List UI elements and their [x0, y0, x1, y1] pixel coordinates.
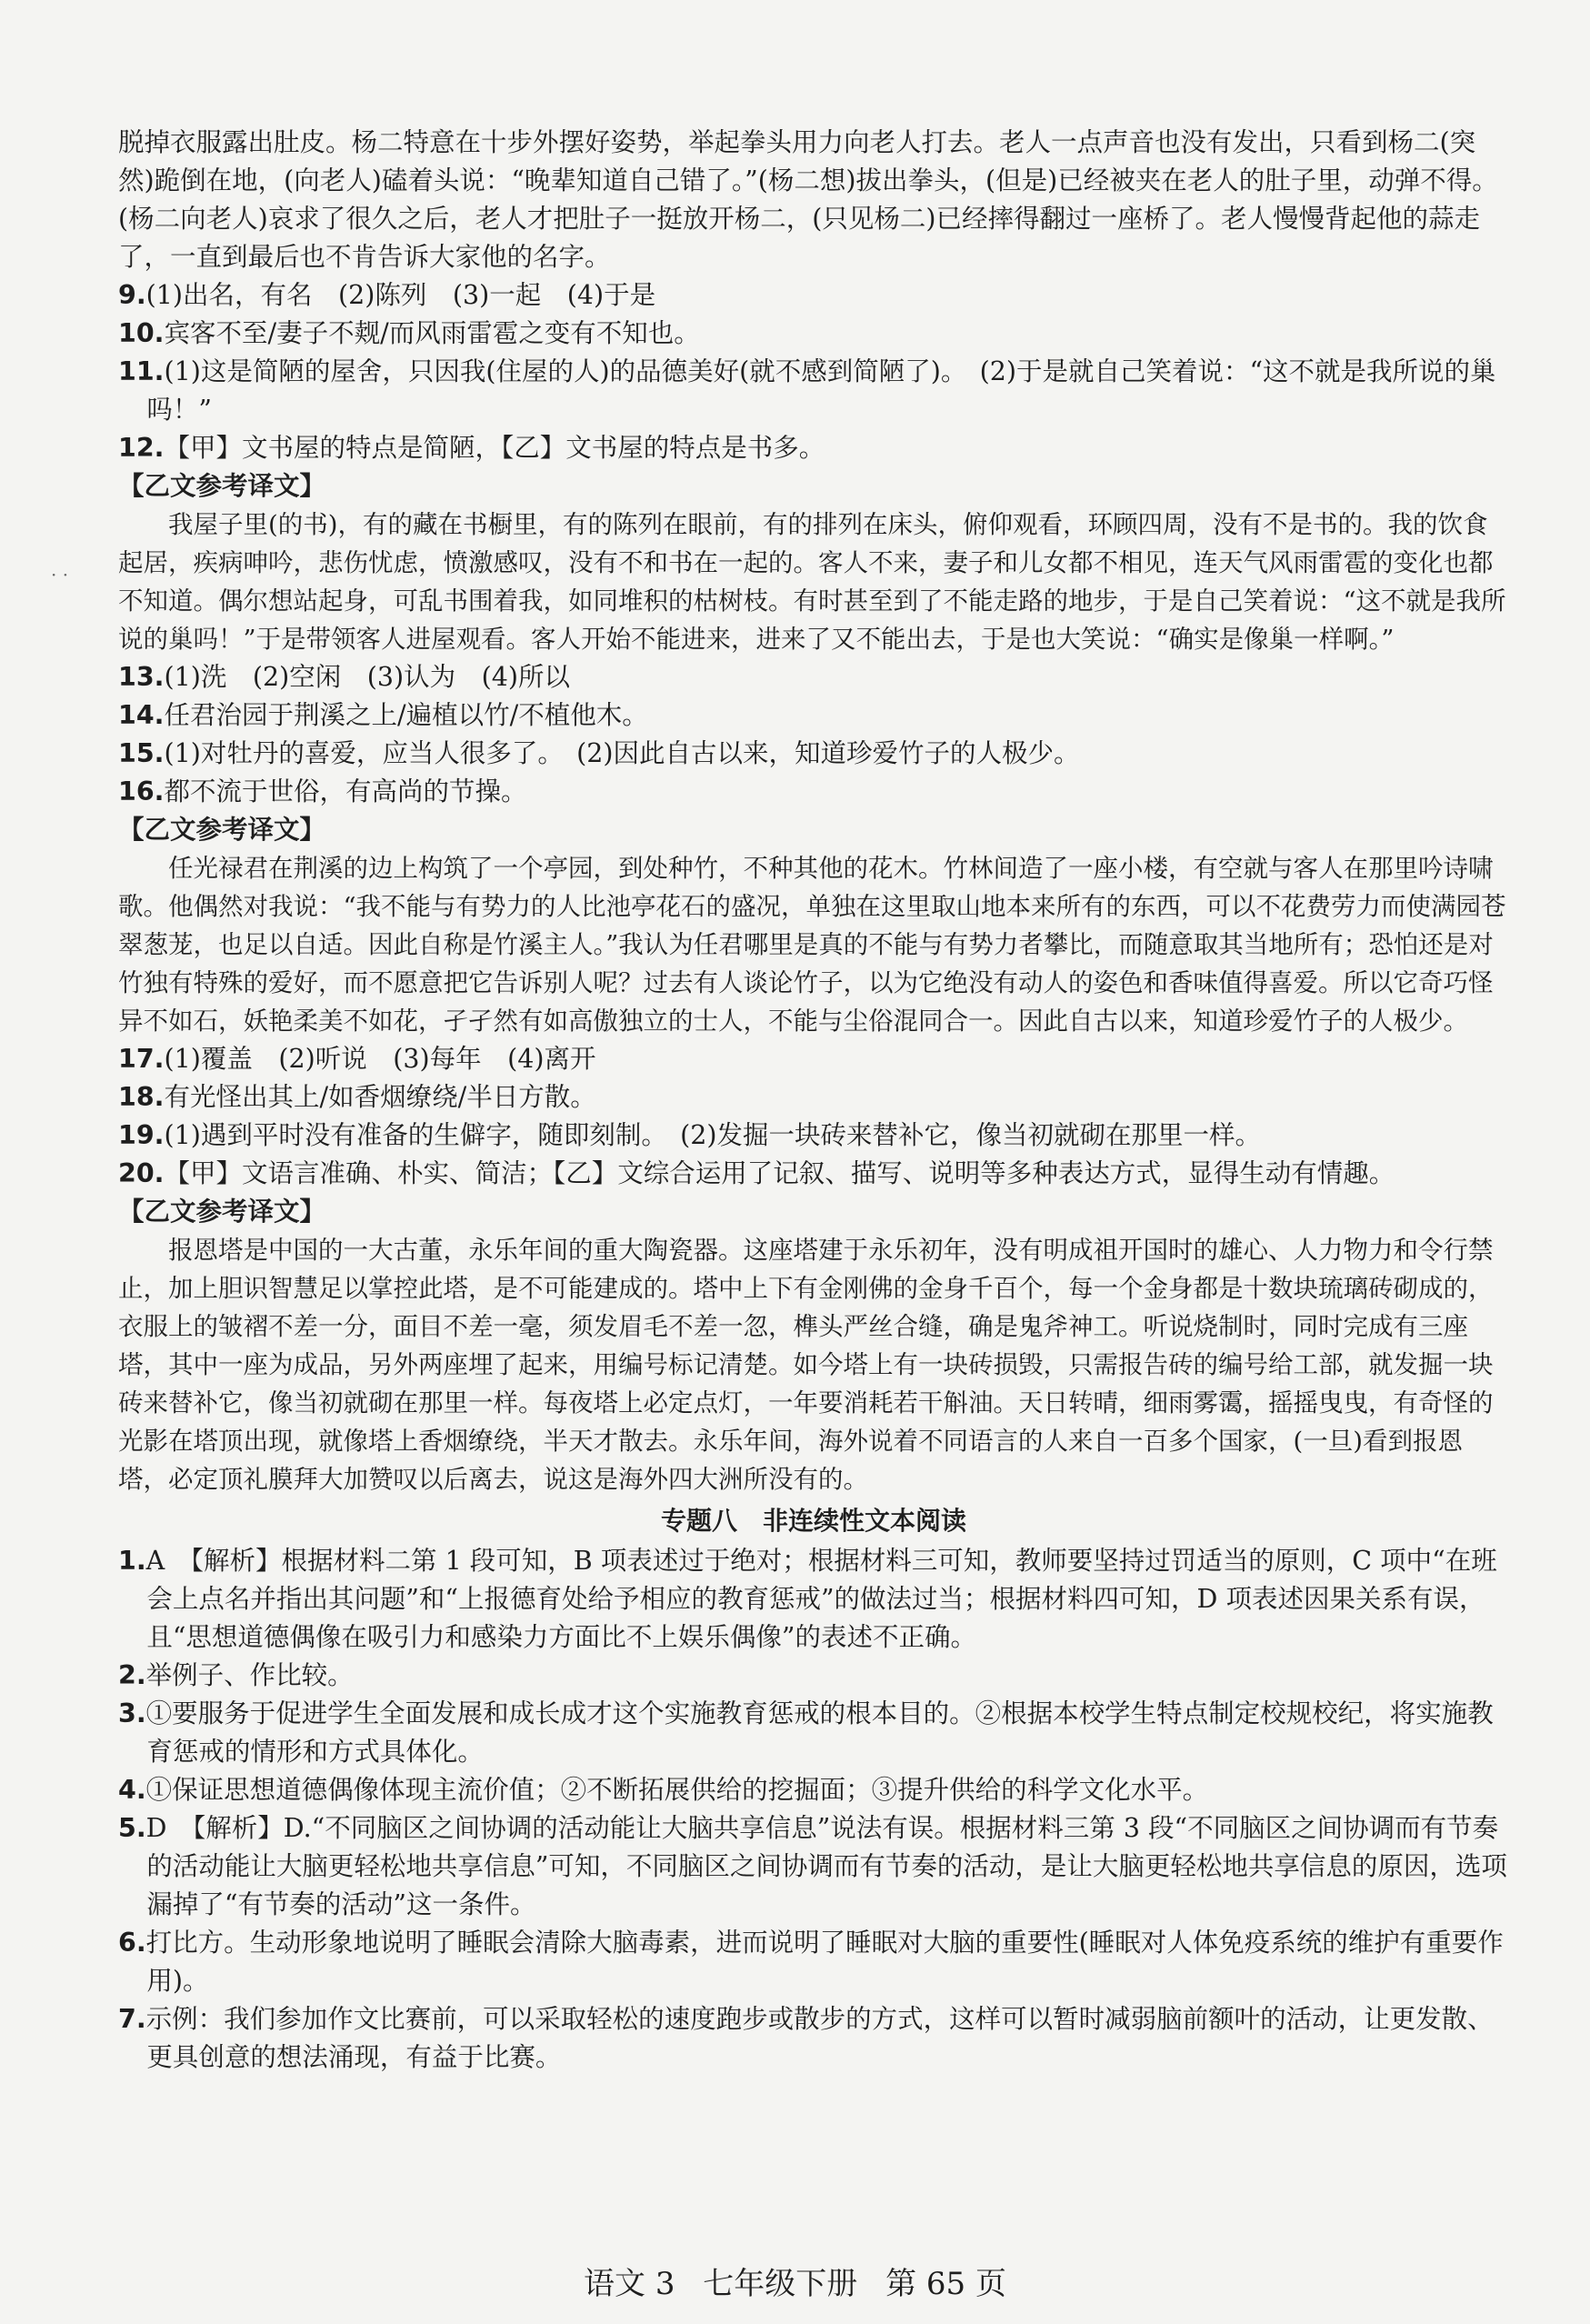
- answer-10: [118, 315, 1509, 353]
- answer-14: [118, 696, 1509, 735]
- answer-17: [118, 1040, 1509, 1078]
- answer-text: ①保证思想道德偶像体现主流价值；②不断拓展供给的挖掘面；③提升供给的科学文化水平。: [145, 1775, 1209, 1805]
- answer-number: 3.: [118, 1698, 146, 1728]
- answer-number: 12.: [118, 433, 165, 463]
- intro-paragraph: 脱掉衣服露出肚皮。杨二特意在十步外摆好姿势，举起拳头用力向老人打去。老人一点声音也没有发出，只看到杨二(突然)跪倒在地，(向老人)磕着头说：“晚辈知道自己错了。”(杨二想)拔出拳头，(但是)已经被夹在老人的肚子里，动弹不得。(杨二向老人)哀求了很久之后，老人才把肚子一挺放开杨二，(只见杨二)已经摔得翻过一座桥了。老人慢慢背起他的蒜走了，一直到最后也不肯告诉大家他的名字。: [118, 127, 1498, 272]
- answer-number: 9.: [118, 280, 146, 310]
- answer-number: 11.: [118, 356, 165, 386]
- answer-text: 宾客不至/妻子不觌/而风雨雷雹之变有不知也。: [164, 318, 700, 348]
- translation-text-3: 报恩塔是中国的一大古董，永乐年间的重大陶瓷器。这座塔建于永乐初年，没有明成祖开国时的雄心、人力物力和令行禁止，加上胆识智慧足以掌控此塔，是不可能建成的。塔中上下有金刚佛的金身千百个，每一个金身都是十数块琉璃砖砌成的，衣服上的皱褶不差一分，面目不差一毫，须发眉毛不差一忽，榫头严丝合缝，确是鬼斧神工。听说烧制时，同时完成有三座塔，其中一座为成品，另外两座埋了起来，用编号标记清楚。如今塔上有一块砖损毁，只需报告砖的编号给工部，就发掘一块砖来替补它，像当初就砌在那里一样。每夜塔上必定点灯，一年要消耗若干斛油。天日转晴，细雨雾霭，摇摇曳曳，有奇怪的光影在塔顶出现，就像塔上香烟缭绕，半天才散去。永乐年间，海外说着不同语言的人来自一百多个国家，(一旦)看到报恩塔，必定顶礼膜拜大加赞叹以后离去，说这是海外四大洲所没有的。: [118, 1236, 1494, 1494]
- answer-text: 任君治园于荆溪之上/遍植以竹/不植他木。: [164, 700, 648, 730]
- answer-text: (1)洗 (2)空闲 (3)认为 (4)所以: [164, 662, 570, 692]
- section-answer-6: [118, 1924, 1509, 2000]
- answer-13: [118, 658, 1509, 696]
- answer-number: 13.: [118, 662, 165, 692]
- page-footer: [0, 2259, 1590, 2303]
- answer-15: [118, 735, 1509, 773]
- translation-text-2: 任光禄君在荆溪的边上构筑了一个亭园，到处种竹，不种其他的花木。竹林间造了一座小楼，有空就与客人在那里吟诗啸歌。他偶然对我说：“我不能与有势力的人比池亭花石的盛况，单独在这里取山地本来所有的东西，可以不花费劳力而使满园苍翠葱茏，也足以自适。因此自称是竹溪主人。”我认为任君哪里是真的不能与有势力者攀比，而随意取其当地所有；恐怕还是对竹独有特殊的爱好，而不愿意把它告诉别人呢？过去有人谈论竹子，以为它绝没有动人的姿色和香味值得喜爱。所以它奇巧怪异不如石，妖艳柔美不如花，孑孑然有如高傲独立的士人，不能与尘俗混同合一。因此自古以来，知道珍爱竹子的人极少。: [118, 854, 1506, 1036]
- answer-9: [118, 276, 1509, 315]
- section-answer-5: [118, 1809, 1509, 1924]
- translation-label-1: 【乙文参考译文】: [118, 471, 326, 501]
- footer-page-number: 第 65 页: [885, 2266, 1006, 2302]
- answer-text: 【甲】文书屋的特点是简陋，【乙】文书屋的特点是书多。: [164, 433, 825, 463]
- answer-number: 4.: [118, 1775, 146, 1805]
- answer-12: [118, 429, 1509, 467]
- answer-19: [118, 1117, 1509, 1155]
- answer-18: [118, 1078, 1509, 1117]
- answer-text: 都不流于世俗，有高尚的节操。: [164, 776, 527, 806]
- answer-number: 15.: [118, 738, 165, 768]
- answer-number: 7.: [118, 2004, 146, 2034]
- answer-text: 有光怪出其上/如香烟缭绕/半日方散。: [164, 1082, 596, 1112]
- answer-content: [118, 124, 1509, 2077]
- footer-grade: 七年级下册: [703, 2266, 858, 2302]
- section-answer-1: [118, 1542, 1509, 1657]
- answer-text: (1)出名，有名 (2)陈列 (3)一起 (4)于是: [145, 280, 656, 310]
- answer-text: (1)对牡丹的喜爱，应当人很多了。 (2)因此自古以来，知道珍爱竹子的人极少。: [164, 738, 1080, 768]
- answer-number: 1.: [118, 1546, 146, 1576]
- answer-text: 打比方。生动形象地说明了睡眠会清除大脑毒素，进而说明了睡眠对大脑的重要性(睡眠对人体免疫系统的维护有重要作用)。: [145, 1928, 1504, 1996]
- answer-20: [118, 1155, 1509, 1193]
- answer-text: ①要服务于促进学生全面发展和成长成才这个实施教育惩戒的根本目的。②根据本校学生特点制定校规校纪，将实施教育惩戒的情形和方式具体化。: [145, 1698, 1494, 1767]
- section-answer-2: [118, 1657, 1509, 1695]
- answer-text: (1)覆盖 (2)听说 (3)每年 (4)离开: [164, 1044, 596, 1074]
- section-answer-3: [118, 1695, 1509, 1771]
- translation-label-3: 【乙文参考译文】: [118, 1197, 326, 1227]
- answer-text: A 【解析】根据材料二第 1 段可知，B 项表述过于绝对；根据材料三可知，教师要坚持过罚适当的原则，C 项中“在班会上点名并指出其问题”和“上报德育处给予相应的教育惩戒”的做法过当；根据材料四可知，D 项表述因果关系有误，且“思想道德偶像在吸引力和感染力方面比不上娱乐偶像”的表述不正确。: [145, 1546, 1497, 1652]
- answer-number: 20.: [118, 1158, 165, 1188]
- answer-number: 19.: [118, 1120, 165, 1150]
- answer-number: 16.: [118, 776, 165, 806]
- answer-number: 17.: [118, 1044, 165, 1074]
- translation-label-2: 【乙文参考译文】: [118, 815, 326, 845]
- translation-text-1: 我屋子里(的书)，有的藏在书橱里，有的陈列在眼前，有的排列在床头，俯仰观看，环顾四周，没有不是书的。我的饮食起居，疾病呻吟，悲伤忧虑，愤激感叹，没有不和书在一起的。客人不来，妻子和儿女都不相见，连天气风雨雷雹的变化也都不知道。偶尔想站起身，可乱书围着我，如同堆积的枯树枝。有时甚至到了不能走路的地步，于是自己笑着说：“这不就是我所说的巢吗！”于是带领客人进屋观看。客人开始不能进来，进来了又不能出去，于是也大笑说：“确实是像巢一样啊。”: [118, 510, 1506, 654]
- answer-number: 10.: [118, 318, 165, 348]
- section-title: 专题八 非连续性文本阅读: [660, 1506, 966, 1536]
- answer-text: 示例：我们参加作文比赛前，可以采取轻松的速度跑步或散步的方式，这样可以暂时减弱脑前额叶的活动，让更发散、更具创意的想法涌现，有益于比赛。: [145, 2004, 1494, 2072]
- answer-number: 6.: [118, 1928, 146, 1958]
- answer-number: 5.: [118, 1813, 146, 1843]
- answer-number: 18.: [118, 1082, 165, 1112]
- section-answer-7: [118, 2000, 1509, 2077]
- answer-16: [118, 773, 1509, 811]
- answer-text: D 【解析】D.“不同脑区之间协调的活动能让大脑共享信息”说法有误。根据材料三第 3 段“不同脑区之间协调而有节奏的活动能让大脑更轻松地共享信息”可知，不同脑区之间协调而有节奏的活动，是让大脑更轻松地共享信息的原因，选项漏掉了“有节奏的活动”这一条件。: [145, 1813, 1507, 1919]
- footer-subject: 语文 3: [584, 2266, 675, 2302]
- margin-dots: · ·: [51, 564, 69, 586]
- answer-text: (1)这是简陋的屋舍，只因我(住屋的人)的品德美好(就不感到简陋了)。 (2)于是就自己笑着说：“这不就是我所说的巢吗！”: [146, 356, 1496, 425]
- answer-11: [118, 353, 1509, 429]
- section-answer-4: [118, 1771, 1509, 1809]
- answer-text: 举例子、作比较。: [145, 1660, 354, 1690]
- answer-number: 2.: [118, 1660, 146, 1690]
- answer-text: (1)遇到平时没有准备的生僻字，随即刻制。 (2)发掘一块砖来替补它，像当初就砌在那里一样。: [164, 1120, 1261, 1150]
- answer-text: 【甲】文语言准确、朴实、简洁；【乙】文综合运用了记叙、描写、说明等多种表达方式，显得生动有情趣。: [164, 1158, 1395, 1188]
- answer-number: 14.: [118, 700, 165, 730]
